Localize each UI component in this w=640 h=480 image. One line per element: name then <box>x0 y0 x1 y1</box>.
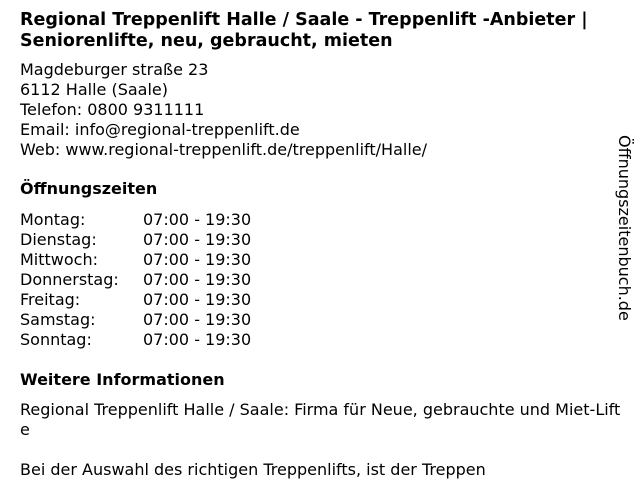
time-range: 07:00 - 19:30 <box>143 310 252 329</box>
time-range: 07:00 - 19:30 <box>143 210 252 229</box>
time-range: 07:00 - 19:30 <box>143 230 252 249</box>
hours-row-tuesday <box>20 230 630 250</box>
day-label: Montag: <box>20 210 86 229</box>
city-address: 6112 Halle (Saale) <box>20 80 168 99</box>
day-label: Sonntag: <box>20 330 92 349</box>
address-block <box>20 60 630 160</box>
opening-hours-heading: Öffnungszeiten <box>20 179 158 198</box>
page-title: Regional Treppenlift Halle / Saale - Treppenlift -Anbieter | Seniorenlifte, neu, gebraucht, mieten <box>20 10 588 51</box>
hours-row-thursday <box>20 270 630 290</box>
day-label: Donnerstag: <box>20 270 119 289</box>
day-label: Freitag: <box>20 290 81 309</box>
site-watermark-label: Öffnungszeitenbuch.de <box>615 135 634 321</box>
hours-row-saturday <box>20 310 630 330</box>
day-label: Samstag: <box>20 310 96 329</box>
more-info-heading: Weitere Informationen <box>20 370 225 389</box>
time-range: 07:00 - 19:30 <box>143 330 252 349</box>
time-range: 07:00 - 19:30 <box>143 290 252 309</box>
day-label: Mittwoch: <box>20 250 98 269</box>
hours-row-monday <box>20 210 630 230</box>
web-line: Web: www.regional-treppenlift.de/treppenlift/Halle/ <box>20 140 427 159</box>
email-line: Email: info@regional-treppenlift.de <box>20 120 300 139</box>
day-label: Dienstag: <box>20 230 97 249</box>
time-range: 07:00 - 19:30 <box>143 250 252 269</box>
description-continued: Bei der Auswahl des richtigen Treppenlifts, ist der Treppen <box>20 460 486 479</box>
phone-line: Telefon: 0800 9311111 <box>20 100 205 119</box>
opening-hours-list <box>20 210 630 350</box>
hours-row-wednesday <box>20 250 630 270</box>
company-description: Regional Treppenlift Halle / Saale: Firma für Neue, gebrauchte und Miet-Lifte <box>20 400 621 439</box>
time-range: 07:00 - 19:30 <box>143 270 252 289</box>
hours-row-friday <box>20 290 630 310</box>
hours-row-sunday <box>20 330 630 350</box>
street-address: Magdeburger straße 23 <box>20 60 209 79</box>
business-listing <box>20 10 630 480</box>
